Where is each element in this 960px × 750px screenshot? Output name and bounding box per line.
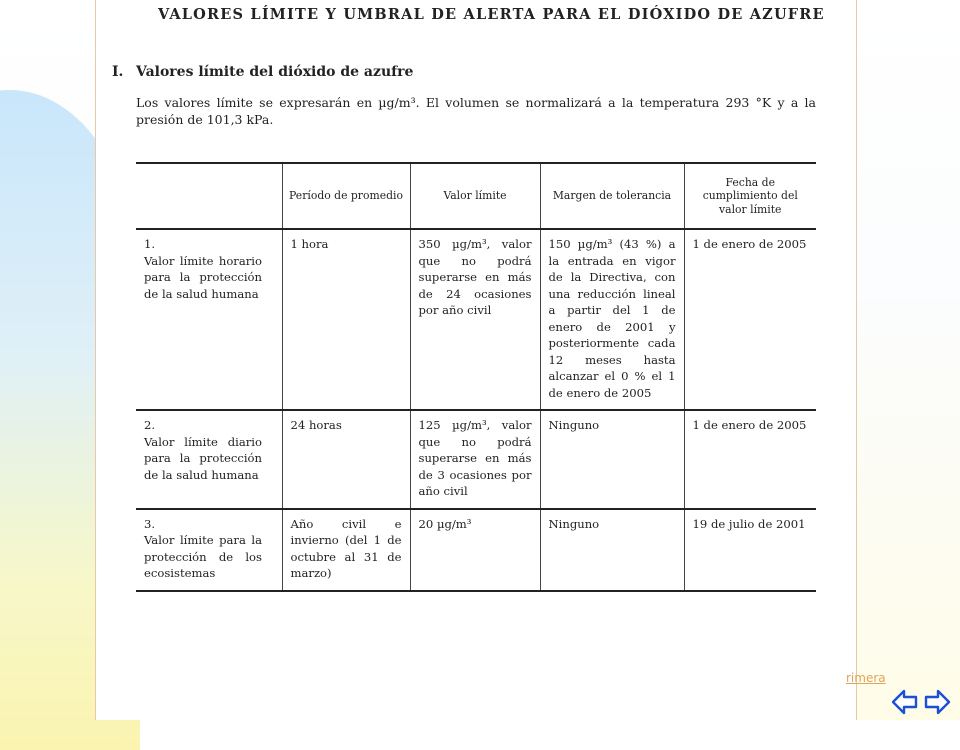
- table-header-row: [136, 163, 816, 229]
- compliance-date-cell: 19 de julio de 2001: [684, 509, 816, 591]
- section-number: I.: [112, 64, 124, 80]
- tolerance-margin-cell: Ninguno: [540, 509, 684, 591]
- limit-values-table: [136, 162, 816, 592]
- section-intro: Los valores límite se expresarán en µg/m³. El volumen se normalizará a la temperatura 293 °K y a la presión de 101,3 kPa.: [136, 95, 816, 127]
- limit-value-cell: 20 µg/m³: [410, 509, 540, 591]
- row-name-cell: [136, 509, 282, 591]
- row-name-cell: [136, 410, 282, 509]
- compliance-date-cell: 1 de enero de 2005: [684, 410, 816, 509]
- averaging-period-cell: Año civil e invierno (del 1 de octubre al 31 de marzo): [282, 509, 410, 591]
- header-compliance-date: Fecha de cumplimiento del valor límite: [684, 163, 816, 229]
- header-tolerance-margin: Margen de tolerancia: [540, 163, 684, 229]
- table-row: [136, 410, 816, 509]
- section-title: Valores límite del dióxido de azufre: [136, 64, 414, 80]
- header-limit-value: Valor límite: [410, 163, 540, 229]
- row-number: 3.: [144, 516, 156, 531]
- table-row: [136, 229, 816, 410]
- row-number: 2.: [144, 418, 156, 432]
- tolerance-margin-cell: 150 µg/m³ (43 %) a la entrada en vigor de la Directiva, con una reducción lineal a partir del 1 de enero de 2001 y posteriormente cada 12 meses hasta alcanzar el 0 % el 1 de enero de 2005: [540, 229, 684, 410]
- first-slide-link[interactable]: rimera: [846, 671, 886, 685]
- row-name: Valor límite horario para la protección de la salud humana: [144, 253, 262, 301]
- limit-value-cell: 350 µg/m³, valor que no podrá superarse en más de 24 ocasiones por año civil: [410, 229, 540, 410]
- averaging-period-cell: 1 hora: [282, 229, 410, 410]
- arrow-right-icon[interactable]: [926, 691, 949, 713]
- slide-nav-arrows: [890, 688, 952, 716]
- compliance-date-cell: 1 de enero de 2005: [684, 229, 816, 410]
- averaging-period-cell: 24 horas: [282, 410, 410, 509]
- header-averaging-period: Período de promedio: [282, 163, 410, 229]
- scanned-document: [95, 0, 857, 720]
- table-row: [136, 509, 816, 591]
- document-title: VALORES LÍMITE Y UMBRAL DE ALERTA PARA EL DIÓXIDO DE AZUFRE: [158, 6, 825, 23]
- limit-value-cell: 125 µg/m³, valor que no podrá superarse en más de 3 ocasiones por año civil: [410, 410, 540, 509]
- row-name-cell: [136, 229, 282, 410]
- row-number: 1.: [144, 237, 156, 251]
- header-cell-empty: [136, 163, 282, 229]
- row-name: Valor límite para la protección de los ecosistemas: [144, 533, 262, 580]
- arrow-left-icon[interactable]: [893, 691, 916, 713]
- tolerance-margin-cell: Ninguno: [540, 410, 684, 509]
- row-name: Valor límite diario para la protección de la salud humana: [144, 434, 262, 482]
